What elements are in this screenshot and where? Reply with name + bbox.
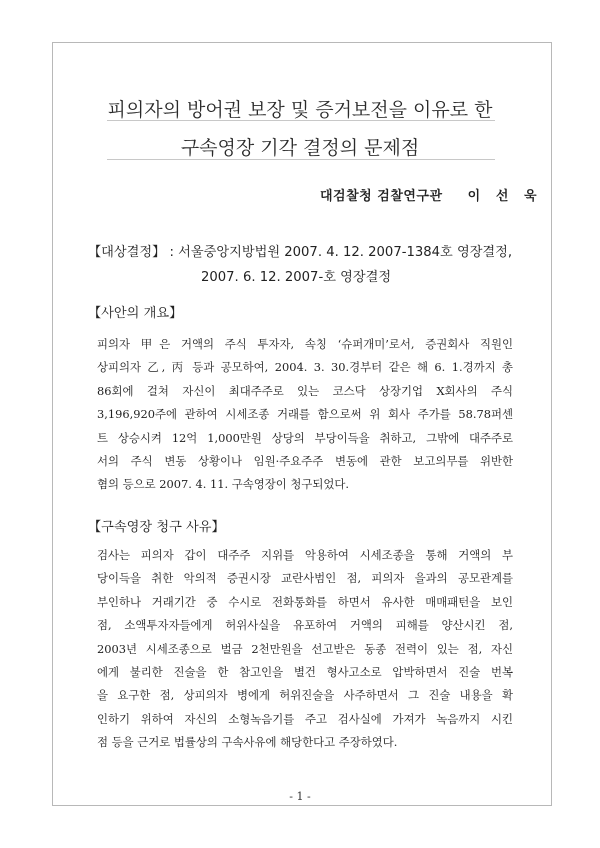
paragraph-line: 인하기 위하여 자신의 소형녹음기를 주고 검사실에 가져가 녹음까지 시킨: [97, 711, 513, 726]
paragraph-line: 86회에 걸쳐 자신이 최대주주로 있는 코스닥 상장기업 X회사의 주식: [97, 383, 513, 398]
section-heading-case-summary: 【사안의 개요】: [88, 306, 183, 321]
paragraph-line: 3,196,920주에 관하여 시세조종 거래를 함으로써 위 회사 주가를 58.78퍼센: [97, 407, 513, 422]
paragraph-line: 을 요구한 점, 상피의자 병에게 허위진술을 사주하면서 그 진술 내용을 확: [97, 688, 513, 703]
warrant-grounds-paragraph: [97, 544, 513, 755]
paragraph-line: 서의 주식 변동 상황이나 임원·주요주주 변동에 관한 보고의무를 위반한: [97, 453, 513, 468]
paragraph-line: 상피의자 乙, 丙 등과 공모하여, 2004. 3. 30.경부터 같은 해 6. 1.경까지 총: [97, 360, 513, 375]
paragraph-line: 에게 불리한 진술을 한 참고인을 별건 형사고소로 압박하면서 진술 번복: [97, 664, 513, 679]
paragraph-line: 트 상승시켜 12억 1,000만원 상당의 부당이득을 취하고, 그밖에 대주주로: [97, 430, 513, 445]
section-heading-warrant-grounds: 【구속영장 청구 사유】: [88, 520, 225, 535]
document-title-line-1: 피의자의 방어권 보장 및 증거보전을 이유로 한: [107, 99, 493, 121]
target-decision-line-1: 【대상결정】 : 서울중앙지방법원 2007. 4. 12. 2007-1384호 영장결정,: [88, 245, 513, 260]
title-underline: [107, 120, 495, 121]
paragraph-line: 검사는 피의자 갑이 대주주 지위를 악용하여 시세조종을 통해 거액의 부: [97, 548, 513, 562]
paragraph-line: 점 등을 근거로 법률상의 구속사유에 해당한다고 주장하였다.: [97, 735, 398, 750]
paragraph-line: 점, 소액투자자들에게 허위사실을 유포하여 거액의 피해를 양산시킨 점,: [97, 618, 513, 633]
paragraph-line: 2003년 시세조종으로 벌금 2천만원을 선고받은 동종 전력이 있는 점, 자신: [97, 641, 513, 656]
title-underline: [107, 159, 495, 160]
target-decision-line-2: 2007. 6. 12. 2007-호 영장결정: [201, 270, 392, 285]
paragraph-line: 혐의 등으로 2007. 4. 11. 구속영장이 청구되었다.: [97, 477, 349, 492]
paragraph-line: 당이득을 취한 악의적 증권시장 교란사범인 점, 피의자 을과의 공모관계를: [97, 571, 513, 586]
paragraph-line: 부인하나 거래기간 중 수시로 전화통화를 하면서 유사한 매매패턴을 보인: [97, 594, 513, 609]
case-summary-paragraph: [97, 333, 513, 497]
author-line: 대검찰청 검찰연구관 이 선 욱: [320, 189, 538, 204]
paragraph-line: 피의자 甲은 거액의 주식 투자자, 속칭 ‘슈퍼개미’로서, 증권회사 직원인: [97, 337, 513, 351]
document-title-line-2: 구속영장 기각 결정의 문제점: [180, 137, 420, 159]
page-number: - 1 -: [289, 790, 311, 803]
